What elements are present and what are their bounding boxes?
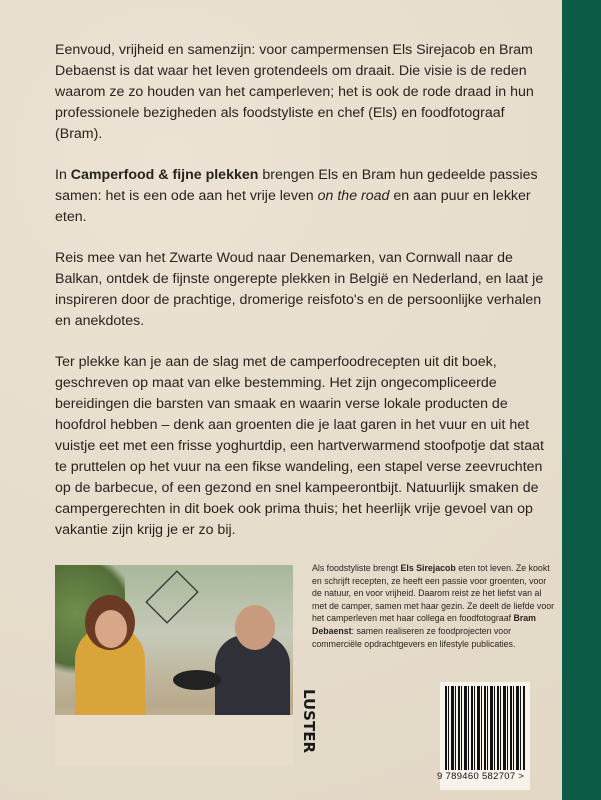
blurb-paragraph: Ter plekke kan je aan de slag met de camperfoodrecepten uit dit boek, geschreven op maat van elke bestemming. Het zijn ongecompliceerde bereidingen die barsten van smaak en waarin verse lokale producten de hoofdrol hebben – denk aan groenten die je laat garen in het vuur en uit het vuistje eet met een frisse yoghurtdip, een hartverwarmend stoofpotje dat staat te pruttelen op het vuur na een fikse wandeling, een stapel verse zeevruchten op de barbecue, of een gezond en snel kampeerontbijt. Natuurlijk smaken de campergerechten in dit boek ook prima thuis; het heerlijk vrije gevoel van op vakantie zijn krijg je er zo bij. [55,354,544,538]
author-photo [55,565,293,765]
text: : samen realiseren ze foodprojecten voor commerciële opdrachtgevers en lifestyle publicaties. [312,625,516,649]
blurb-paragraph [55,165,547,228]
book-title: Camperfood & fijne plekken [70,167,259,183]
blurb-text [55,40,547,561]
text-italic: on the road [317,188,390,204]
author-name: Els Sirejacob [400,563,456,573]
publisher-name: LUSTER [300,688,319,754]
text: In [55,167,71,183]
author-name: Bram Debaenst [312,613,536,636]
publisher-logo [300,688,319,754]
text: eten tot leven. Ze kookt en schrijft recepten, ze heeft een passie voor groenten, voor de natuur, en voor vrijheid. Daarom reist ze het liefst van al met de camper, samen met haar gezin. Ze deelt de liefde voor het camperleven met haar collega en foodfotograaf [312,563,555,624]
text: Als foodstyliste brengt [312,563,401,573]
barcode-bars [445,686,526,770]
author-bio [312,562,556,650]
spine-strip [562,0,601,800]
text: en aan puur en lekker eten. [55,188,531,225]
text: brengen Els en Bram hun gedeelde passies samen: het is een ode aan het vrije leven [55,167,538,204]
blurb-paragraph: Reis mee van het Zwarte Woud naar Denemarken, van Cornwall naar de Balkan, ontdek de fijnste ongerepte plekken in België en Nederland, en laat je inspireren door de prachtige, dromerige reisfoto's en de persoonlijke verhalen en anekdotes. [55,250,544,329]
isbn-number: 9 789460 582707 > [437,771,525,782]
blurb-paragraph: Eenvoud, vrijheid en samenzijn: voor campermensen Els Sirejacob en Bram Debaenst is dat waar het leven grotendeels om draait. Die visie is de reden waarom ze zo houden van het camperleven; het is ook de rode draad in hun professionele bezigheden als foodstyliste en chef (Els) en foodfotograaf (Bram). [55,42,534,142]
